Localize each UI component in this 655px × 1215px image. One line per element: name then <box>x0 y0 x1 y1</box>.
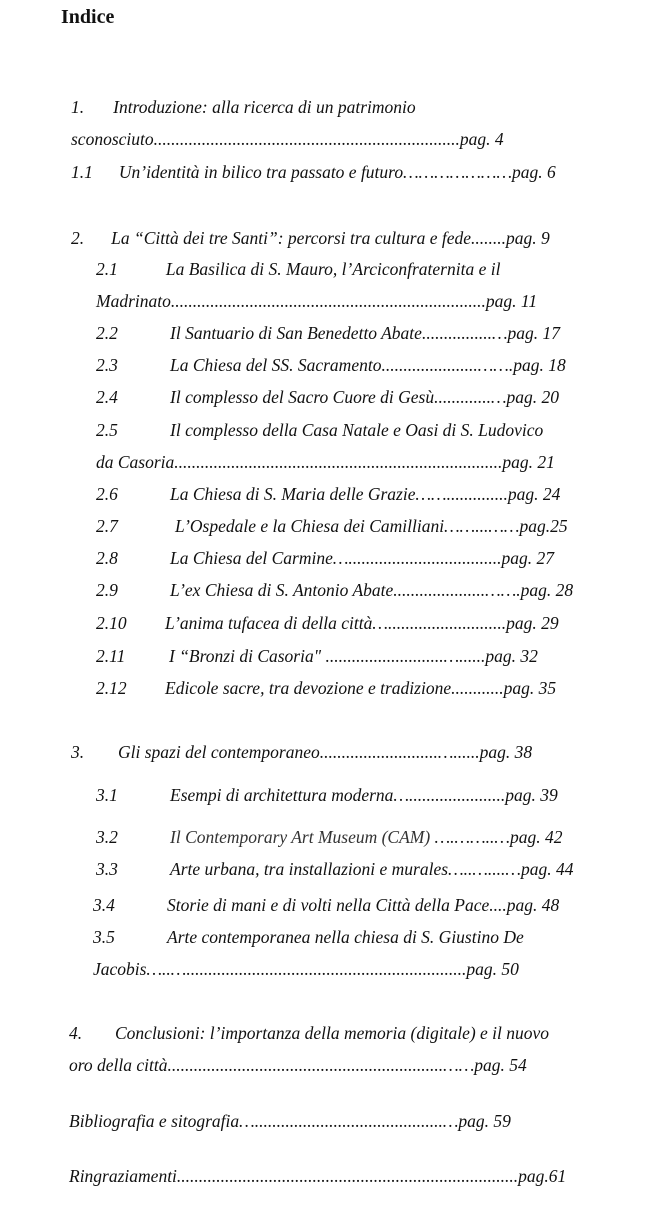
toc-page: pag. 32 <box>485 646 538 666</box>
toc-number: 3.4 <box>93 895 115 915</box>
toc-leader: ...............................................................…… <box>167 1055 475 1075</box>
toc-leader: ….……..… <box>430 827 510 847</box>
toc-leader: …................................... <box>332 548 502 568</box>
toc-number: 3. <box>71 742 85 762</box>
toc-leader: ............ <box>451 678 504 698</box>
toc-title: Conclusioni: l’importanza della memoria (digitale) e il nuovo <box>115 1023 550 1043</box>
toc-title-cont: da Casoria <box>96 452 175 472</box>
toc-leader: .............................................................................. <box>176 1166 519 1186</box>
toc-entry-3[interactable] <box>71 741 532 763</box>
toc-entry-1-cont[interactable] <box>71 128 504 150</box>
toc-title: La Chiesa del Carmine <box>170 548 333 568</box>
toc-entry-2-9[interactable] <box>96 579 573 601</box>
toc-page: pag. 38 <box>479 742 533 762</box>
toc-page: pag. 44 <box>521 859 574 879</box>
toc-number: 2.5 <box>96 420 118 440</box>
toc-entry-2-12[interactable] <box>96 677 556 699</box>
toc-leader: ........ <box>471 228 506 248</box>
toc-leader: .....................……. <box>393 580 521 600</box>
toc-entry-2-1-cont[interactable] <box>96 290 537 312</box>
toc-page: pag. 48 <box>506 895 560 915</box>
toc-page: pag. 29 <box>506 613 559 633</box>
toc-number: 2.11 <box>96 646 126 666</box>
toc-title: Ringraziamenti <box>69 1166 177 1186</box>
toc-entry-ringraziamenti[interactable] <box>69 1165 566 1187</box>
toc-page: pag. 50 <box>466 959 519 979</box>
toc-number: 3.2 <box>96 827 118 847</box>
toc-entry-3-3[interactable] <box>96 858 574 880</box>
toc-number: 2. <box>71 228 85 248</box>
toc-leader: …….............. <box>415 484 508 504</box>
toc-page: pag. 17 <box>507 323 560 343</box>
toc-title: L’ex Chiesa di S. Antonio Abate <box>170 580 394 600</box>
toc-title: I “Bronzi di Casoria" <box>169 646 322 666</box>
toc-page: pag. 20 <box>506 387 560 407</box>
toc-entry-bibliografia[interactable] <box>69 1110 511 1132</box>
toc-page: pag. 18 <box>513 355 566 375</box>
toc-page: pag.25 <box>519 516 568 536</box>
page-title: Indice <box>61 6 115 28</box>
toc-leader: …...................... <box>393 785 506 805</box>
toc-page: pag. 54 <box>474 1055 527 1075</box>
toc-title: Il Contemporary Art Museum (CAM) <box>170 827 431 847</box>
toc-number: 2.10 <box>96 613 127 633</box>
toc-title: Storie di mani e di volti nella Città della Pace <box>167 895 490 915</box>
toc-leader: .... <box>489 895 507 915</box>
toc-number: 2.4 <box>96 387 118 407</box>
toc-leader: …........................... <box>372 613 507 633</box>
toc-title: Gli spazi del contemporaneo <box>118 742 320 762</box>
toc-entry-1-1[interactable] <box>71 161 556 183</box>
toc-page: pag. 42 <box>509 827 563 847</box>
toc-entry-2-2[interactable] <box>96 322 560 344</box>
toc-title-cont: oro della città <box>69 1055 168 1075</box>
toc-leader: ...................................................................... <box>153 129 460 149</box>
toc-number: 2.2 <box>96 323 118 343</box>
toc-leader: …..…....… <box>448 859 521 879</box>
toc-entry-2-10[interactable] <box>96 612 559 634</box>
toc-entry-2-6[interactable] <box>96 483 560 505</box>
toc-title-cont: sconosciuto <box>71 129 154 149</box>
toc-number: 3.1 <box>96 785 118 805</box>
toc-title: La Basilica di S. Mauro, l’Arciconfraternita e il <box>165 259 501 279</box>
toc-leader: ........................................................................ <box>170 291 486 311</box>
toc-title: La Chiesa del SS. Sacramento <box>170 355 382 375</box>
toc-entry-1[interactable] <box>71 96 416 118</box>
toc-number: 4. <box>69 1023 83 1043</box>
toc-number: 2.12 <box>96 678 127 698</box>
toc-entry-4-cont[interactable] <box>69 1054 527 1076</box>
toc-entry-3-2[interactable] <box>96 826 562 848</box>
toc-title: Il complesso del Sacro Cuore di Gesù <box>170 387 435 407</box>
toc-title-cont: Jacobis <box>93 959 147 979</box>
toc-title: L’anima tufacea di della città <box>165 613 373 633</box>
toc-title: Bibliografia e sitografia <box>69 1111 240 1131</box>
toc-number: 2.7 <box>96 516 118 536</box>
toc-page: pag. 24 <box>507 484 561 504</box>
toc-leader: ................… <box>421 323 508 343</box>
toc-entry-2-3[interactable] <box>96 354 566 376</box>
toc-leader: ......................……. <box>381 355 514 375</box>
toc-number: 1. <box>71 97 85 117</box>
toc-entry-2-7[interactable] <box>96 515 568 537</box>
toc-number: 2.6 <box>96 484 118 504</box>
toc-entry-2-8[interactable] <box>96 547 554 569</box>
toc-entry-4[interactable] <box>69 1022 549 1044</box>
toc-title: Introduzione: alla ricerca di un patrimonio <box>113 97 416 117</box>
toc-leader: .............… <box>434 387 507 407</box>
toc-leader: …...........................................… <box>239 1111 459 1131</box>
toc-page: pag. 39 <box>505 785 558 805</box>
toc-page: pag. 4 <box>459 129 504 149</box>
toc-title: Il Santuario di San Benedetto Abate <box>170 323 422 343</box>
toc-entry-2[interactable] <box>71 227 550 249</box>
toc-number: 2.9 <box>96 580 118 600</box>
toc-title: Un’identità in bilico tra passato e futuro <box>118 162 404 182</box>
toc-title-cont: Madrinato <box>96 291 171 311</box>
toc-number: 2.1 <box>96 259 118 279</box>
toc-page: pag. 59 <box>458 1111 511 1131</box>
toc-title: Il complesso della Casa Natale e Oasi di S. Ludovico <box>170 420 544 440</box>
toc-number: 3.5 <box>93 927 115 947</box>
toc-title: Arte urbana, tra installazioni e murales <box>170 859 449 879</box>
toc-page: pag. 11 <box>485 291 538 311</box>
toc-page: pag. 9 <box>506 228 550 248</box>
toc-title: La “Città dei tre Santi”: percorsi tra cultura e fede <box>111 228 471 248</box>
toc-entry-2-11[interactable] <box>96 645 538 667</box>
toc-entry-2-4[interactable] <box>96 386 559 408</box>
toc-leader: ...........................…...... <box>321 646 486 666</box>
toc-title: Edicole sacre, tra devozione e tradizione <box>165 678 452 698</box>
toc-number: 2.8 <box>96 548 118 568</box>
toc-page: pag. 35 <box>503 678 557 698</box>
toc-title: Arte contemporanea nella chiesa di S. Giustino De <box>167 927 524 947</box>
toc-entry-3-5[interactable] <box>93 926 524 948</box>
toc-leader: ...........................…...... <box>319 742 480 762</box>
toc-number: 1.1 <box>71 162 93 182</box>
toc-page: pag. 6 <box>512 162 556 182</box>
toc-leader: ........................................................................... <box>174 452 503 472</box>
toc-title: L’Ospedale e la Chiesa dei Camilliani <box>175 516 445 536</box>
toc-page: pag. 28 <box>520 580 574 600</box>
toc-title: La Chiesa di S. Maria delle Grazie <box>170 484 416 504</box>
toc-page: pag. 21 <box>502 452 555 472</box>
toc-entry-3-1[interactable] <box>96 784 558 806</box>
toc-entry-2-5[interactable] <box>96 419 543 441</box>
toc-entry-3-5-cont[interactable] <box>93 958 519 980</box>
toc-leader: ………………… <box>403 162 513 182</box>
toc-number: 3.3 <box>96 859 118 879</box>
toc-leader: …..…................................................................ <box>146 959 467 979</box>
toc-number: 2.3 <box>96 355 118 375</box>
toc-leader: ……...…… <box>444 516 520 536</box>
toc-entry-2-1[interactable] <box>96 258 500 280</box>
toc-page: pag. 27 <box>501 548 555 568</box>
toc-title: Esempi di architettura moderna <box>170 785 394 805</box>
toc-page: pag.61 <box>518 1166 567 1186</box>
toc-entry-3-4[interactable] <box>93 894 559 916</box>
toc-entry-2-5-cont[interactable] <box>96 451 555 473</box>
